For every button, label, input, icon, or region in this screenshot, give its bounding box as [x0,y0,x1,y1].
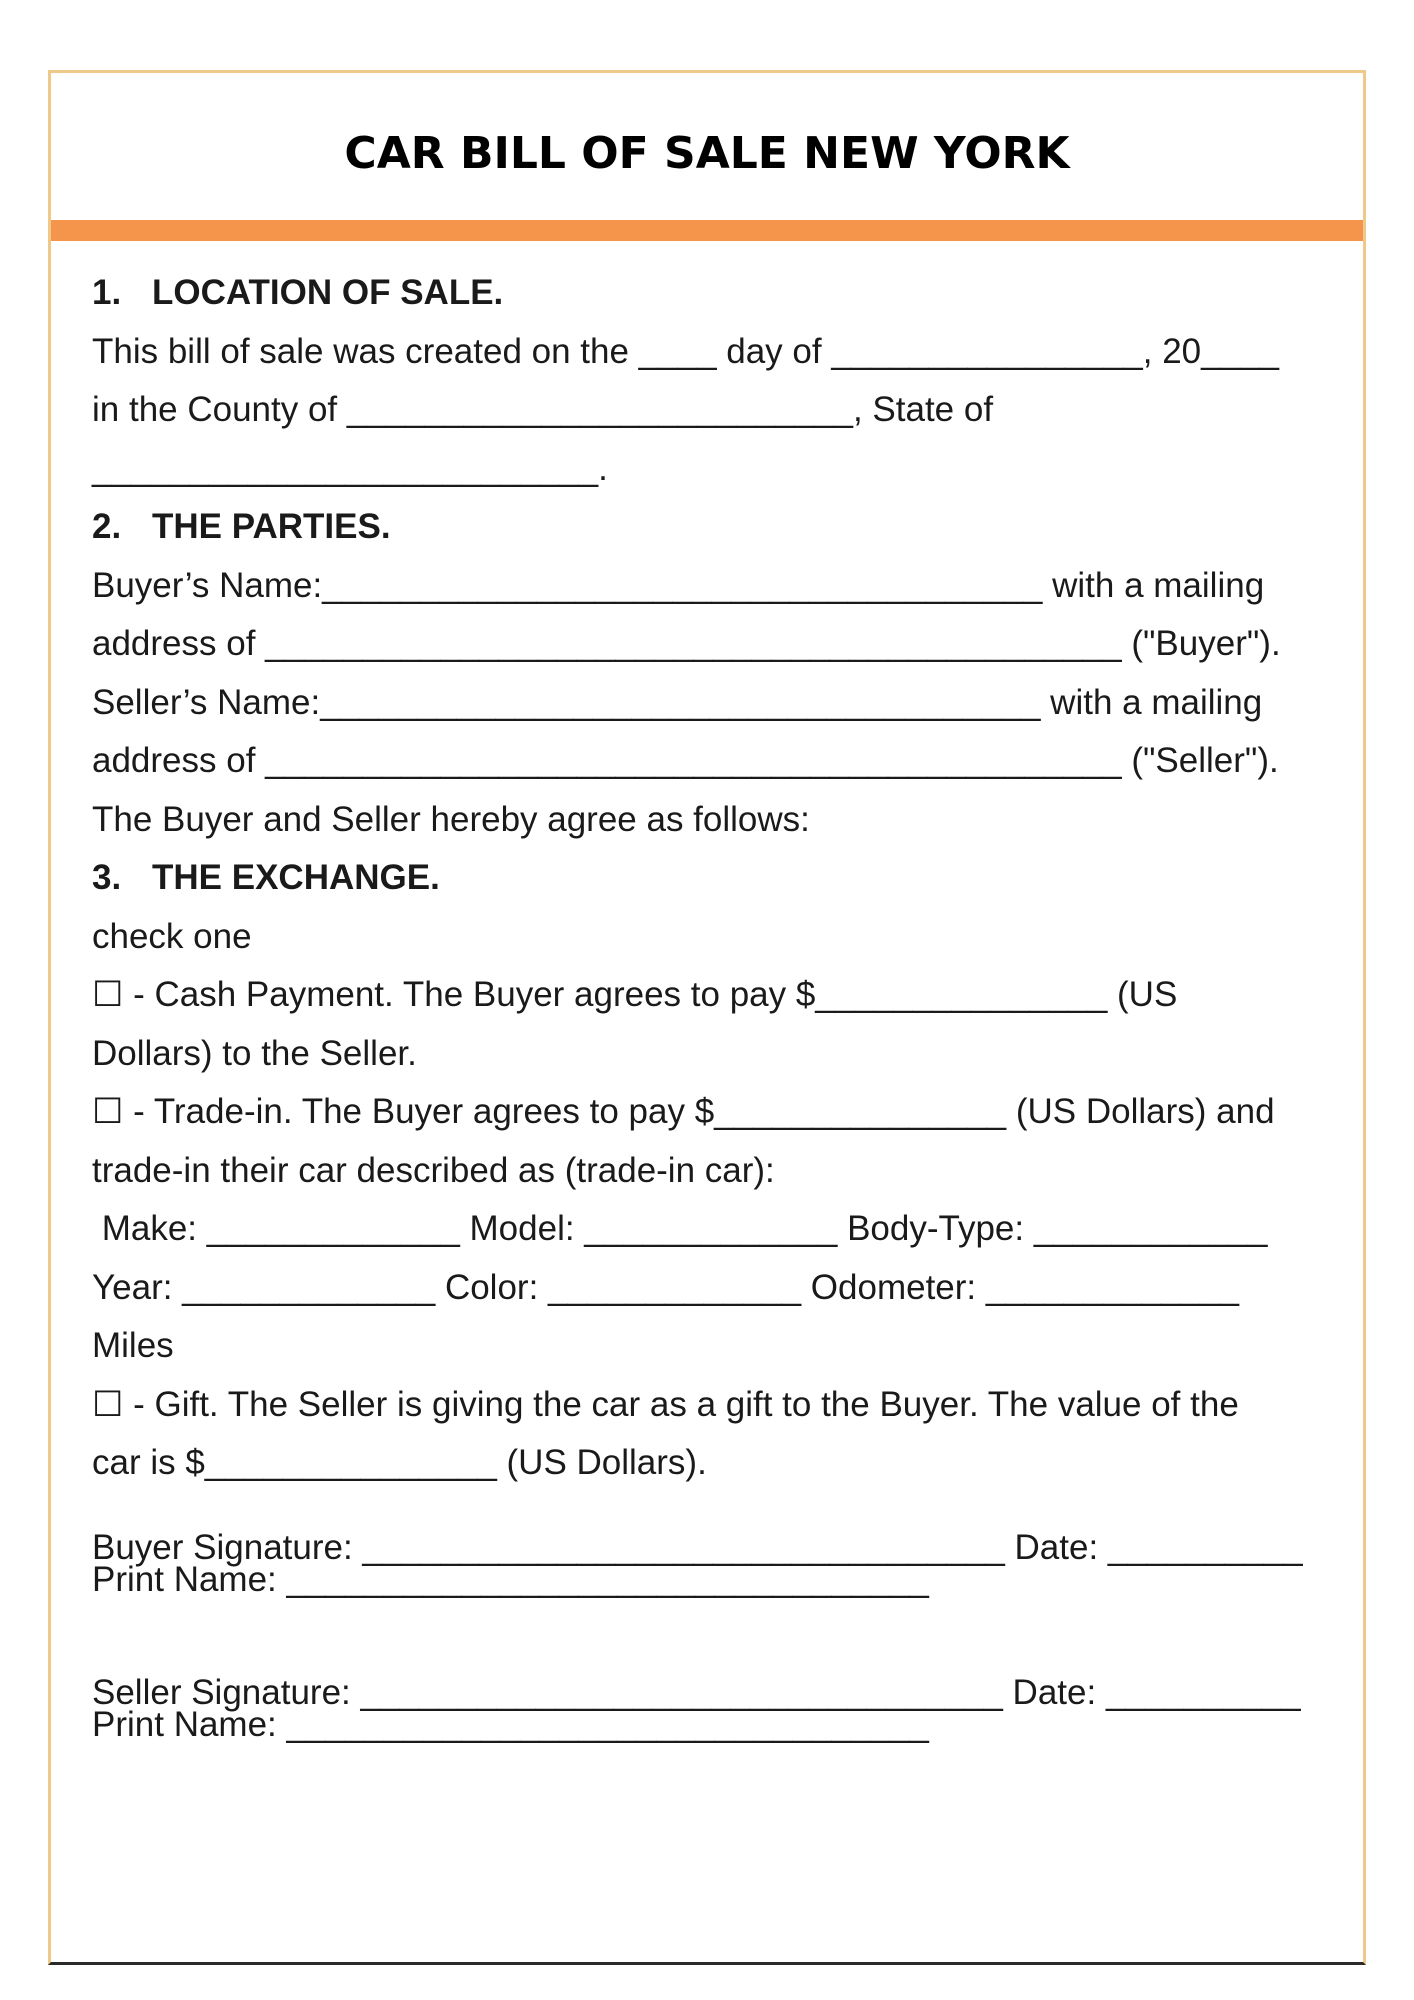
location-line-date: This bill of sale was created on the ____ day of ________________, 20____ [92,331,1280,371]
buyer-name-line: Buyer’s Name:_____________________________________ with a mailing [92,565,1265,605]
section-number: 3. [92,858,122,897]
cash-payment-option[interactable]: ☐ - Cash Payment. The Buyer agrees to pay $_______________ (US [92,975,1178,1014]
seller-signature-block [92,1673,1352,1745]
check-one-label: check one [92,916,252,956]
document-title: CAR BILL OF SALE NEW YORK [344,128,1070,179]
trade-in-option[interactable]: ☐ - Trade-in. The Buyer agrees to pay $_______________ (US Dollars) and [92,1092,1275,1131]
section-exchange-heading [92,849,1332,908]
gift-value-line: car is $_______________ (US Dollars). [92,1443,707,1482]
trade-in-year-color-line: Year: _____________ Color: _____________ Odometer: _____________ [92,1267,1239,1307]
buyer-address-line: address of ____________________________________________ ("Buyer"). [92,624,1281,663]
seller-print-name-line: Print Name: _________________________________ [92,1705,929,1744]
trade-in-make-model-line: Make: _____________ Model: _____________ Body-Type: ____________ [92,1209,1268,1248]
form-body [92,264,1332,1493]
buyer-signature-block [92,1528,1352,1600]
trade-in-description: trade-in their car described as (trade-in car): [92,1150,775,1190]
seller-name-line: Seller’s Name:_____________________________________ with a mailing [92,682,1263,722]
agreement-line: The Buyer and Seller hereby agree as follows: [92,799,810,839]
seller-address-line: address of ____________________________________________ ("Seller"). [92,741,1279,780]
location-line-state: __________________________. [92,448,608,488]
location-line-county: in the County of __________________________, State of [92,390,994,429]
trade-in-miles-label: Miles [92,1326,174,1365]
accent-band [51,220,1363,241]
section-title: LOCATION OF SALE. [152,273,504,312]
section-number: 2. [92,507,122,546]
cash-payment-continued: Dollars) to the Seller. [92,1033,417,1073]
buyer-print-name-line: Print Name: _________________________________ [92,1560,929,1599]
gift-option[interactable]: ☐ - Gift. The Seller is giving the car as a gift to the Buyer. The value of the [92,1384,1239,1424]
buyer-signature-line: Buyer Signature: _________________________________ Date: __________ [92,1528,1303,1567]
section-parties-heading [92,498,1332,557]
section-location-heading [92,264,1332,323]
section-number: 1. [92,273,122,312]
section-title: THE PARTIES. [152,507,391,546]
seller-signature-line: Seller Signature: _________________________________ Date: __________ [92,1673,1301,1712]
section-title: THE EXCHANGE. [152,858,440,897]
